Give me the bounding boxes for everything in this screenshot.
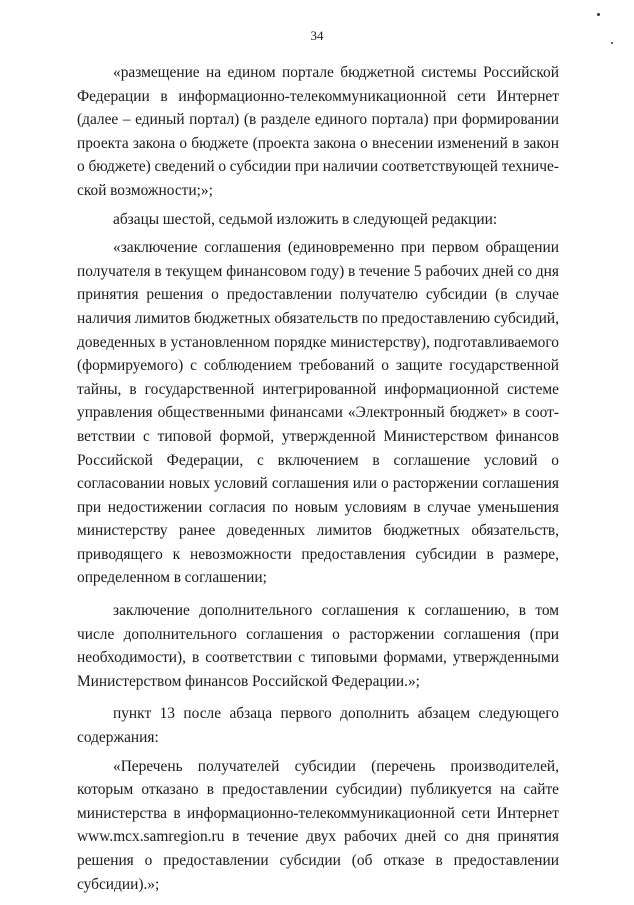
page-number: 34 [310,28,324,43]
scan-speck [597,13,600,16]
document-body [77,61,559,896]
paragraph-recipients-list: «Перечень получателей субсидии (перечень производителей, которым отказано в предоставлении субсидии) публикуется на сайте министерства в информационно-телекоммуникационной сети Интернет www.mcx.samregion.ru в течение двух рабочих дней со дня принятия решения о предоставлении субсидии (об отказе в предоставлении субсидии).»; [77,757,559,893]
paragraph-amendment-intro: абзацы шестой, седьмой изложить в следующей редакции: [113,210,498,228]
paragraph-agreement-conclusion: «заключение соглашения (единовременно при первом обращении получателя в текущем финансовом году) в течение 5 рабочих дней со дня принятия решения о предоставлении получателю субсидии (в случае наличия лимитов бюджетных обязательств по предоставлению субсидий, доведенных в установленном порядке министерству), подготавливаемого (формируемого) с соблюдением требований о защите государственной тайны, в государственной интегрированной информационной системе управления общественными финансами «Электронный бюджет» в соответствии с типовой формой, утвержденной Министерством финансов Российской Федерации, с включением в соглашение условий о согласовании новых условий соглашения или о расторжении соглашения при недостижении согласия по новым условиям в случае уменьшения министерству ранее доведенных лимитов бюджетных обязательств, приводящего к невозможности предоставления субсидии в размере, определенном в соглашении; [77,239,559,587]
paragraph-clause-13-intro: пункт 13 после абзаца первого дополнить абзацем следующего содержания: [77,705,559,747]
paragraph-supplementary-agreement: заключение дополнительного соглашения к соглашению, в том числе дополнительного соглашения о расторжении соглашения (при необходимости), в соответствии с типовыми формами, утвержденными Министерством финансов Российской Федерации.»; [77,602,559,690]
paragraph-placement-on-portal: «размещение на едином портале бюджетной системы Российской Федерации в информационно-телекоммуникационной сети Интернет (далее – единый портал) (в разделе единого портала) при формировании проекта закона о бюджете (проекта закона о внесении изменений в закон о бюджете) сведений о субсидии при наличии соответствующей технической возможности;»; [77,64,559,199]
